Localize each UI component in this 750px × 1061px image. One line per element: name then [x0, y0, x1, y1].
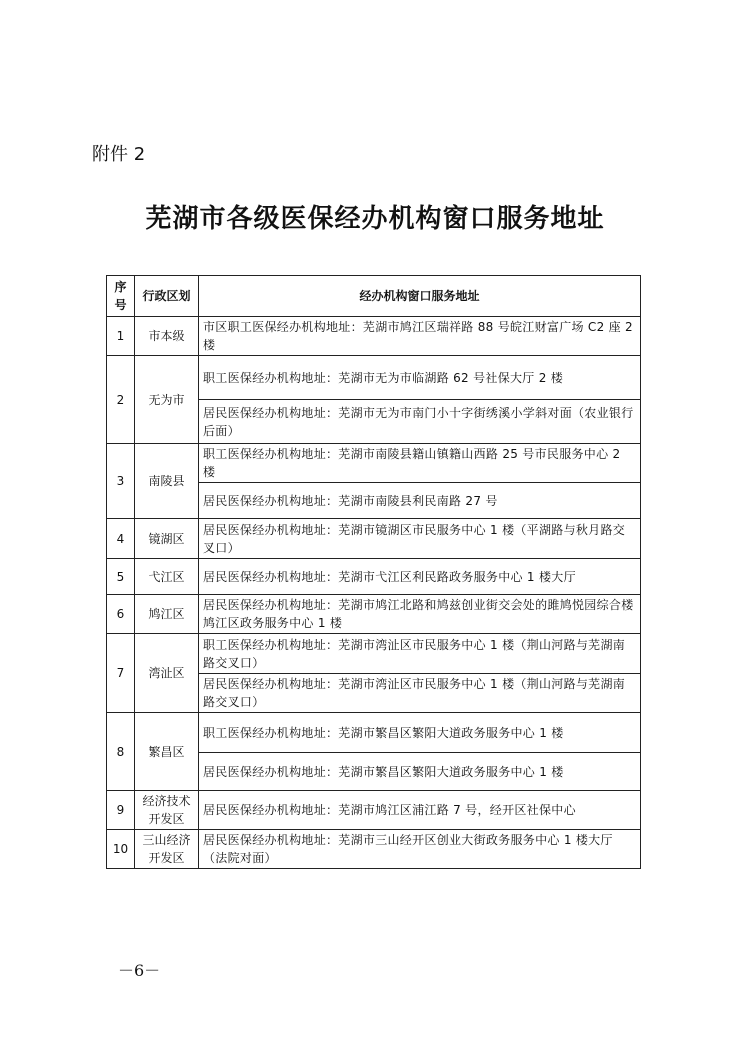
region-cell: 无为市: [135, 356, 199, 444]
row-number: 8: [107, 713, 135, 791]
address-cell: 居民医保经办机构地址：芜湖市南陵县利民南路 27 号: [199, 483, 641, 519]
table-row: [107, 595, 641, 634]
attachment-label: 附件 2: [92, 144, 146, 165]
table-row: [107, 634, 641, 674]
header-address: 经办机构窗口服务地址: [199, 276, 641, 317]
row-number: 6: [107, 595, 135, 634]
page-title: 芜湖市各级医保经办机构窗口服务地址: [145, 204, 605, 234]
header-region: 行政区划: [135, 276, 199, 317]
row-number: 3: [107, 444, 135, 519]
region-cell: 鸠江区: [135, 595, 199, 634]
row-number: 5: [107, 559, 135, 595]
row-number: 10: [107, 830, 135, 869]
region-cell: 弋江区: [135, 559, 199, 595]
address-cell: 居民医保经办机构地址：芜湖市鸠江区浦江路 7 号，经开区社保中心: [199, 791, 641, 830]
region-cell: 市本级: [135, 317, 199, 356]
table-row: [107, 830, 641, 869]
address-table: [106, 275, 641, 869]
header-no: 序号: [107, 276, 135, 317]
address-cell: 职工医保经办机构地址：芜湖市繁昌区繁阳大道政务服务中心 1 楼: [199, 713, 641, 753]
table-body: [107, 317, 641, 869]
address-cell: 居民医保经办机构地址：芜湖市无为市南门小十字街绣溪小学斜对面（农业银行后面）: [199, 400, 641, 444]
row-number: 9: [107, 791, 135, 830]
address-cell: 居民医保经办机构地址：芜湖市鸠江北路和鸠兹创业街交会处的雎鸠悦园综合楼鸠江区政务服务中心 1 楼: [199, 595, 641, 634]
table-header-row: [107, 276, 641, 317]
address-cell: 居民医保经办机构地址：芜湖市镜湖区市民服务中心 1 楼（平湖路与秋月路交叉口）: [199, 519, 641, 559]
row-number: 7: [107, 634, 135, 713]
address-cell: 职工医保经办机构地址：芜湖市湾沚区市民服务中心 1 楼（荆山河路与芜湖南路交叉口）: [199, 634, 641, 674]
row-number: 1: [107, 317, 135, 356]
address-cell: 职工医保经办机构地址：芜湖市无为市临湖路 62 号社保大厅 2 楼: [199, 356, 641, 400]
table-row: [107, 317, 641, 356]
row-number: 2: [107, 356, 135, 444]
region-cell: 繁昌区: [135, 713, 199, 791]
table-row: [107, 519, 641, 559]
address-cell: 居民医保经办机构地址：芜湖市三山经开区创业大街政务服务中心 1 楼大厅（法院对面）: [199, 830, 641, 869]
address-cell: 职工医保经办机构地址：芜湖市南陵县籍山镇籍山西路 25 号市民服务中心 2 楼: [199, 444, 641, 483]
table-row: [107, 713, 641, 753]
region-cell: 三山经济开发区: [135, 830, 199, 869]
row-number: 4: [107, 519, 135, 559]
address-cell: 居民医保经办机构地址：芜湖市弋江区利民路政务服务中心 1 楼大厅: [199, 559, 641, 595]
page-number: －6－: [118, 961, 161, 980]
address-cell: 市区职工医保经办机构地址：芜湖市鸠江区瑞祥路 88 号皖江财富广场 C2 座 2 楼: [199, 317, 641, 356]
address-cell: 居民医保经办机构地址：芜湖市繁昌区繁阳大道政务服务中心 1 楼: [199, 753, 641, 791]
region-cell: 湾沚区: [135, 634, 199, 713]
table-row: [107, 444, 641, 483]
region-cell: 经济技术开发区: [135, 791, 199, 830]
table-row: [107, 559, 641, 595]
table-row: [107, 356, 641, 400]
address-cell: 居民医保经办机构地址：芜湖市湾沚区市民服务中心 1 楼（荆山河路与芜湖南路交叉口）: [199, 674, 641, 713]
table-row: [107, 791, 641, 830]
region-cell: 南陵县: [135, 444, 199, 519]
region-cell: 镜湖区: [135, 519, 199, 559]
